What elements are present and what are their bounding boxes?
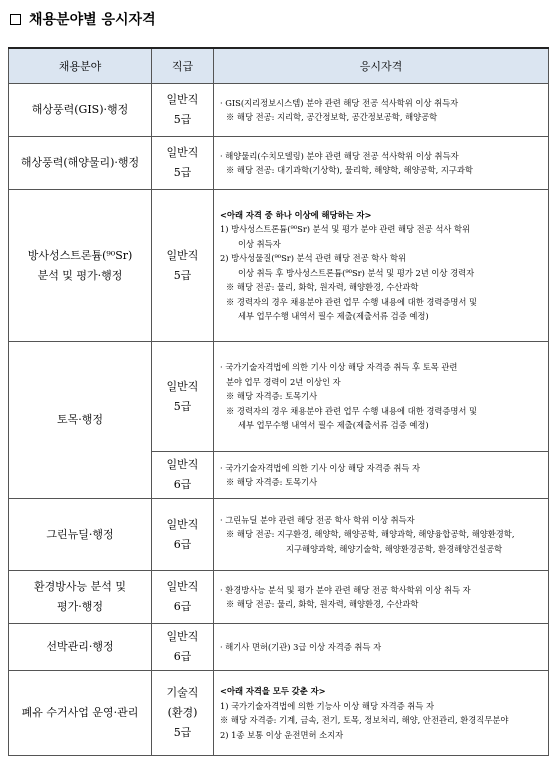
qualification-line: ※ 해당 전공: 물리, 화학, 원자력, 해양환경, 수산과학 <box>226 599 419 609</box>
grade-text: 6급 <box>173 650 192 663</box>
qualification-line: 이상 취득 후 방사성스트론튬(⁹⁰Sr) 분석 및 평가 2년 이상 경력자 <box>238 267 475 278</box>
grade-text: 5급 <box>173 113 192 126</box>
grade-text: 기술직 <box>166 686 199 699</box>
qualification-table <box>8 47 549 756</box>
grade-cell <box>152 624 214 671</box>
grade-text: 6급 <box>173 478 192 491</box>
qualification-line: 세부 업무수행 내역서 필수 제출(제출서류 검증 예정) <box>238 420 429 431</box>
grade-cell <box>152 452 214 499</box>
grade-text: 일반직 <box>166 146 199 159</box>
grade-cell <box>152 84 214 137</box>
qualification-line: 2) 방사성물질(⁹⁰Sr) 분석 관련 해당 전공 학사 학위 <box>220 253 407 263</box>
qualification-cell <box>214 190 549 342</box>
field-text: 그린뉴딜·행정 <box>46 527 114 541</box>
grade-text: 일반직 <box>166 379 199 393</box>
qualification-line: ※ 경력자의 경우 채용분야 관련 업무 수행 내용에 대한 경력증명서 및 <box>226 296 478 307</box>
grade-text: 5급 <box>173 726 192 739</box>
field-cell <box>9 342 152 499</box>
grade-text: 일반직 <box>166 93 199 106</box>
field-cell <box>9 671 152 756</box>
qualification-cell <box>214 499 549 571</box>
qualification-cell <box>214 624 549 671</box>
qualification-line: ※ 해당 전공: 물리, 화학, 원자력, 해양환경, 수산과학 <box>226 282 419 292</box>
table-row <box>9 624 549 671</box>
grade-text: 5급 <box>173 399 192 413</box>
table-header-row <box>9 48 549 84</box>
grade-text: 일반직 <box>166 458 199 471</box>
grade-cell <box>152 137 214 190</box>
qualification-line: ※ 해당 전공: 대기과학(기상학), 물리학, 해양학, 해양공학, 지구과학 <box>226 165 473 175</box>
qualification-line: 지구해양과학, 해양기술학, 해양환경공학, 환경해양건설공학 <box>286 543 503 554</box>
table-row <box>9 671 549 756</box>
field-text: 선박관리·행정 <box>46 640 114 653</box>
grade-cell <box>152 190 214 342</box>
qualification-line: <아래 자격을 모두 갖춘 자> <box>220 686 326 696</box>
checkbox-square-icon <box>10 14 21 25</box>
table-row <box>9 571 549 624</box>
field-cell <box>9 137 152 190</box>
qualification-line: 1) 방사성스트론튬(⁹⁰Sr) 분석 및 평가 분야 관련 해당 전공 석사 학위 <box>220 224 471 234</box>
qualification-cell <box>214 342 549 452</box>
qualification-line: · 그린뉴딜 분야 관련 해당 전공 학사 학위 이상 취득자 <box>220 514 415 525</box>
field-text: 해상풍력(GIS)·행정 <box>31 103 129 116</box>
grade-text: (환경) <box>167 706 198 719</box>
header-field: 채용분야 <box>9 48 152 84</box>
qualification-line: · 해양물리(수치모델링) 분야 관련 해당 전공 석사학위 이상 취득자 <box>220 150 459 161</box>
table-row <box>9 190 549 342</box>
field-text: 방사성스트론튬(⁹⁰Sr) <box>27 248 133 262</box>
qualification-line: · 국가기술자격법에 의한 기사 이상 해당 자격증 취득 후 토목 관련 <box>220 362 458 373</box>
qualification-line: ※ 해당 전공: 지리학, 공간정보학, 공간정보공학, 해양공학 <box>226 112 438 122</box>
field-text: 토목·행정 <box>56 413 103 426</box>
qualification-line: 2) 1종 보통 이상 운전면허 소지자 <box>220 729 344 740</box>
qualification-line: ※ 해당 자격증: 토목기사 <box>226 477 318 487</box>
grade-text: 일반직 <box>166 580 199 593</box>
qualification-line: 세부 업무수행 내역서 필수 제출(제출서류 검증 예정) <box>238 311 429 321</box>
qualification-line: ※ 경력자의 경우 채용분야 관련 업무 수행 내용에 대한 경력증명서 및 <box>226 405 478 416</box>
grade-cell <box>152 499 214 571</box>
qualification-line: <아래 자격 중 하나 이상에 해당하는 자> <box>220 209 372 220</box>
qualification-line: 분야 업무 경력이 2년 이상인 자 <box>226 376 341 387</box>
qualification-line: · GIS(지리정보시스템) 분야 관련 해당 전공 석사학위 이상 취득자 <box>220 97 459 108</box>
field-text: 평가·행정 <box>56 600 103 613</box>
section-title <box>10 9 156 29</box>
qualification-line: ※ 해당 자격증: 기계, 금속, 전기, 토목, 정보처리, 해양, 안전관리, 환경직무분야 <box>220 715 509 725</box>
qualification-cell <box>214 137 549 190</box>
table-row <box>9 499 549 571</box>
grade-text: 6급 <box>173 537 192 551</box>
grade-cell <box>152 342 214 452</box>
header-qualification: 응시자격 <box>214 48 549 84</box>
section-title-text: 채용분야별 응시자격 <box>29 12 156 28</box>
qualification-line: ※ 해당 전공: 지구환경, 해양학, 해양공학, 해양과학, 해양융합공학, 해양환경학, <box>226 529 515 540</box>
qualification-cell <box>214 452 549 499</box>
field-cell <box>9 84 152 137</box>
qualification-line: · 환경방사능 분석 및 평가 분야 관련 해당 전공 학사학위 이상 취득 자 <box>220 584 471 595</box>
qualification-line: 이상 취득자 <box>238 238 281 249</box>
grade-text: 일반직 <box>166 517 199 531</box>
grade-cell <box>152 571 214 624</box>
field-cell <box>9 624 152 671</box>
qualification-line: ※ 해당 자격증: 토목기사 <box>226 391 318 402</box>
field-text: 환경방사능 분석 및 <box>33 580 126 593</box>
grade-text: 5급 <box>173 166 192 179</box>
field-text: 분석 및 평가·행정 <box>37 268 123 282</box>
grade-text: 5급 <box>173 268 192 282</box>
qualification-cell <box>214 571 549 624</box>
qualification-line: · 해기사 면허(기관) 3급 이상 자격증 취득 자 <box>220 641 382 652</box>
qualification-line: 1) 국가기술자격법에 의한 기능사 이상 해당 자격증 취득 자 <box>220 700 434 711</box>
table-row <box>9 137 549 190</box>
grade-text: 6급 <box>173 600 192 613</box>
qualification-cell <box>214 84 549 137</box>
header-grade: 직급 <box>152 48 214 84</box>
field-cell <box>9 571 152 624</box>
grade-text: 일반직 <box>166 630 199 643</box>
field-cell <box>9 499 152 571</box>
qualification-cell <box>214 671 549 756</box>
table-row <box>9 342 549 452</box>
qualification-line: · 국가기술자격법에 의한 기사 이상 해당 자격증 취득 자 <box>220 462 421 473</box>
table-row <box>9 84 549 137</box>
field-cell <box>9 190 152 342</box>
field-text: 폐유 수거사업 운영·관리 <box>21 706 139 719</box>
grade-cell <box>152 671 214 756</box>
grade-text: 일반직 <box>166 248 199 262</box>
field-text: 해상풍력(해양물리)·행정 <box>20 156 140 169</box>
